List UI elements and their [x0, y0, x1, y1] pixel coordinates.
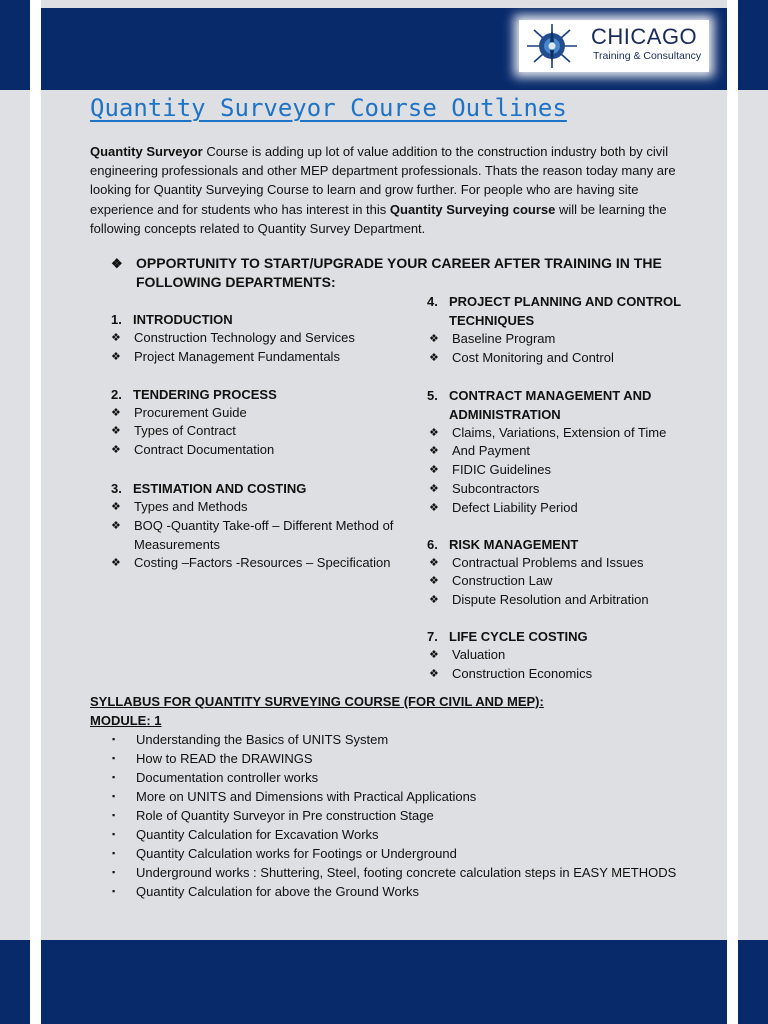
diamond-bullet-icon: ❖ — [111, 425, 121, 438]
list-item: ▪ Understanding the Basics of UNITS System — [90, 730, 690, 749]
compass-emblem-icon — [523, 22, 581, 70]
diamond-bullet-icon: ❖ — [429, 501, 439, 514]
square-bullet-icon: ▪ — [112, 848, 116, 858]
diamond-bullet-icon: ❖ — [429, 426, 439, 439]
document-page — [41, 0, 727, 1024]
list-item: ❖ Construction Economics — [427, 665, 717, 684]
department-section — [427, 535, 717, 610]
list-item: ❖ Claims, Variations, Extension of Time — [427, 424, 717, 443]
diamond-bullet-icon: ❖ — [111, 500, 121, 513]
department-heading: 2. TENDERING PROCESS — [111, 386, 277, 402]
diamond-bullet-icon: ❖ — [429, 594, 439, 607]
square-bullet-icon: ▪ — [112, 791, 116, 801]
list-item: ▪ Role of Quantity Surveyor in Pre construction Stage — [90, 806, 690, 825]
company-logo — [519, 20, 709, 72]
list-item: ❖ Procurement Guide — [111, 404, 401, 423]
diamond-bullet-icon: ❖ — [429, 445, 439, 458]
list-item: ▪ Underground works : Shuttering, Steel, footing concrete calculation steps in EASY METHODS — [90, 863, 690, 882]
square-bullet-icon: ▪ — [112, 734, 116, 744]
intro-paragraph: Quantity Surveyor Course is adding up lot of value addition to the construction industry both by civil engineering professionals and other MEP department professionals. Thats the reason today many are looking for Quantity Surveying Course to learn and grow further. For people who are having site experience and for students who has interest in this Quantity Surveying course will be learning the following concepts related to Quantity Survey Department. — [90, 144, 676, 236]
list-item: ❖ Costing –Factors -Resources – Specification — [111, 554, 401, 573]
logo-name: CHICAGO — [591, 24, 698, 49]
department-heading: 1. INTRODUCTION — [111, 312, 233, 327]
right-side-band — [738, 0, 768, 1024]
department-heading: 6. RISK MANAGEMENT — [427, 536, 579, 552]
logo-subtitle: Training & Consultancy — [593, 50, 702, 62]
department-section — [111, 479, 401, 573]
department-section — [111, 310, 401, 367]
diamond-bullet-icon: ❖ — [429, 482, 439, 495]
list-item: ❖ Cost Monitoring and Control — [427, 349, 717, 368]
list-item: ❖ BOQ -Quantity Take-off – Different Method of Measurements — [111, 517, 401, 555]
diamond-bullet-icon: ❖ — [111, 519, 121, 532]
list-item: ❖ Valuation — [427, 646, 717, 665]
department-section — [427, 292, 717, 368]
list-item: ❖ Baseline Program — [427, 330, 717, 349]
module-heading: MODULE: 1 — [90, 713, 162, 728]
list-item: ▪ How to READ the DRAWINGS — [90, 749, 690, 768]
list-item: ▪ Quantity Calculation works for Footings or Underground — [90, 844, 690, 863]
list-item: ❖ Subcontractors — [427, 480, 717, 499]
list-item: ❖ FIDIC Guidelines — [427, 461, 717, 480]
department-heading: 3. ESTIMATION AND COSTING — [111, 480, 307, 496]
diamond-bullet-icon: ❖ — [429, 351, 439, 364]
square-bullet-icon: ▪ — [112, 753, 116, 763]
diamond-bullet-icon: ❖ — [111, 444, 121, 457]
list-item: ❖ And Payment — [427, 442, 717, 461]
list-item: ▪ Quantity Calculation for Excavation Works — [90, 825, 690, 844]
diamond-bullet-icon: ❖ — [111, 350, 121, 363]
diamond-bullet-icon: ❖ — [429, 648, 439, 661]
square-bullet-icon: ▪ — [112, 867, 116, 877]
diamond-bullet-icon: ❖ — [111, 332, 121, 344]
list-item: ❖ Dispute Resolution and Arbitration — [427, 591, 717, 610]
list-item: ❖ Contractual Problems and Issues — [427, 554, 717, 573]
square-bullet-icon: ▪ — [112, 772, 116, 782]
department-section — [427, 627, 717, 684]
departments-left-column — [111, 310, 401, 573]
diamond-bullet-icon: ❖ — [111, 557, 121, 570]
square-bullet-icon: ▪ — [112, 886, 116, 896]
list-item: ❖ Project Management Fundamentals — [111, 348, 401, 367]
departments-right-column — [427, 292, 717, 684]
list-item: ❖ Contract Documentation — [111, 441, 401, 460]
list-item: ❖ Construction Law — [427, 572, 717, 591]
list-item: ❖ Types and Methods — [111, 498, 401, 517]
syllabus-heading: SYLLABUS FOR QUANTITY SURVEYING COURSE (FOR CIVIL AND MEP): — [90, 694, 544, 709]
diamond-bullet-icon: ❖ — [111, 406, 121, 419]
diamond-bullet-icon: ❖ — [429, 575, 439, 588]
list-item: ❖ Types of Contract — [111, 422, 401, 441]
diamond-bullet-icon: ❖ — [111, 256, 123, 271]
department-heading: 7. LIFE CYCLE COSTING — [427, 628, 588, 644]
career-opportunity-heading: ❖ OPPORTUNITY TO START/UPGRADE YOUR CAREER AFTER TRAINING IN THE FOLLOWING DEPARTMENTS: — [111, 255, 662, 290]
list-item: ❖ Construction Technology and Services — [111, 329, 401, 348]
list-item: ▪ More on UNITS and Dimensions with Practical Applications — [90, 787, 690, 806]
left-side-band — [0, 0, 30, 1024]
module-items-list — [90, 730, 690, 901]
department-heading: 5. CONTRACT MANAGEMENT AND ADMINISTRATION — [427, 387, 652, 422]
diamond-bullet-icon: ❖ — [429, 556, 439, 569]
diamond-bullet-icon: ❖ — [429, 667, 439, 680]
diamond-bullet-icon: ❖ — [429, 464, 439, 477]
list-item: ▪ Quantity Calculation for above the Ground Works — [90, 882, 690, 901]
department-section — [111, 385, 401, 460]
square-bullet-icon: ▪ — [112, 810, 116, 820]
list-item: ▪ Documentation controller works — [90, 768, 690, 787]
diamond-bullet-icon: ❖ — [429, 333, 439, 345]
department-section — [427, 386, 717, 518]
list-item: ❖ Defect Liability Period — [427, 499, 717, 518]
footer-band — [41, 940, 727, 1024]
department-heading: 4. PROJECT PLANNING AND CONTROL TECHNIQUES — [427, 294, 681, 328]
page-title: Quantity Surveyor Course Outlines — [90, 94, 567, 122]
syllabus-section — [90, 692, 690, 901]
square-bullet-icon: ▪ — [112, 829, 116, 839]
